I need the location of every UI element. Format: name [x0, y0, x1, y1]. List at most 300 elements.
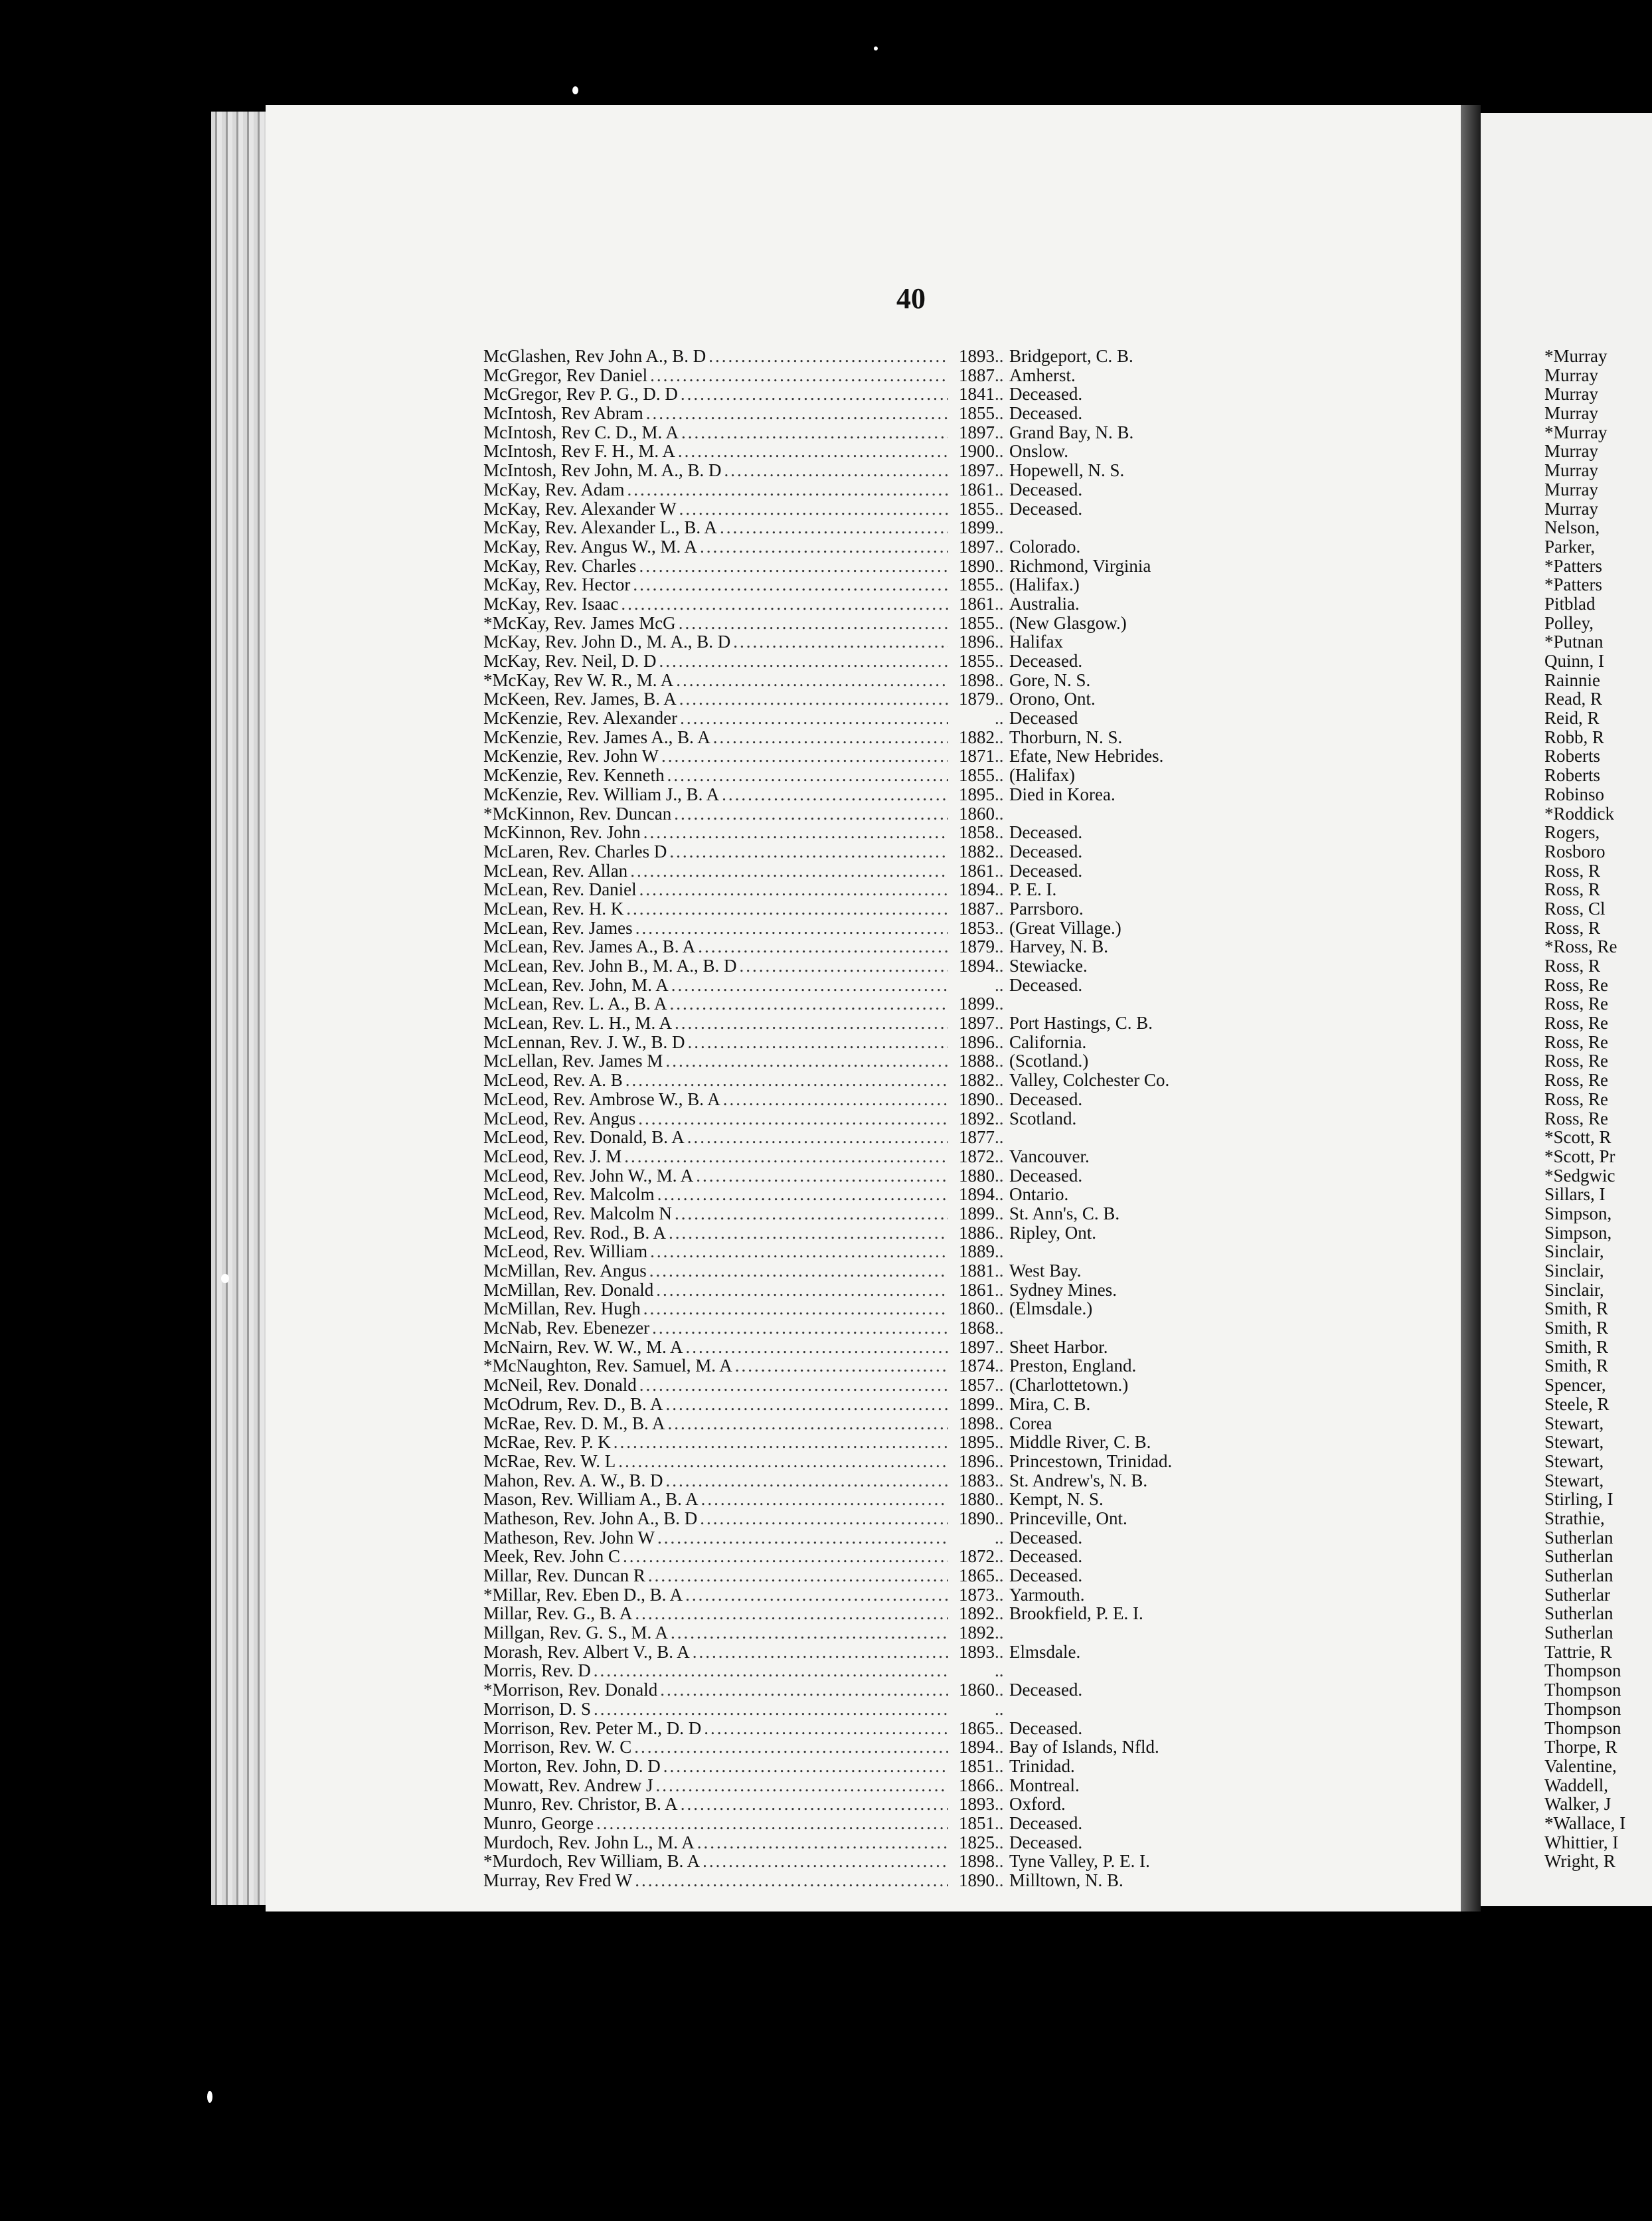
entry-name-cell [483, 747, 948, 766]
entry-info: Preston, England. [1009, 1356, 1137, 1376]
entry-name: *McKinnon, Rev. Duncan [483, 804, 672, 824]
entry-name: McLeod, Rev. Angus [483, 1109, 636, 1128]
entry-separator: .. [995, 1775, 1004, 1795]
right-page-entry: Steele, R [1544, 1393, 1610, 1414]
entry-name-cell [483, 1757, 948, 1776]
entry-year: 1855 [959, 651, 995, 671]
dot-leader [645, 1566, 948, 1585]
right-page-entry: Robinso [1544, 784, 1605, 804]
right-page-entry: Sutherlan [1544, 1565, 1613, 1585]
dot-leader [663, 1395, 949, 1414]
entry-separator: .. [995, 917, 1004, 938]
directory-entry [483, 1166, 1280, 1186]
right-page-entry: Smith, R [1544, 1356, 1609, 1376]
entry-year: 1860 [959, 1680, 995, 1700]
dot-leader [635, 1109, 948, 1128]
entry-name-cell [483, 518, 948, 537]
entry-separator: .. [995, 1508, 1004, 1528]
directory-entry [483, 652, 1280, 671]
directory-entry [483, 766, 1280, 785]
entry-year: 1897 [959, 1013, 995, 1033]
entry-info: Deceased. [1009, 1527, 1083, 1548]
directory-entry [483, 919, 1280, 938]
entry-name: McMillan, Rev. Donald [483, 1280, 654, 1300]
entry-name: Mowatt, Rev. Andrew J [483, 1775, 653, 1795]
entry-year: 1894 [959, 956, 995, 976]
entry-year: 1860 [959, 803, 995, 824]
right-page-entry: Ross, Re [1544, 1070, 1609, 1091]
entry-info: Deceased. [1009, 1718, 1083, 1738]
directory-entry [483, 1014, 1280, 1033]
directory-entry [483, 1471, 1280, 1490]
directory-entry [483, 1871, 1280, 1890]
dot-leader [677, 709, 948, 728]
entry-info: Richmond, Virginia [1009, 555, 1151, 576]
entry-name-cell [483, 766, 948, 785]
entry-name: McKeen, Rev. James, B. A [483, 689, 677, 709]
entry-name: Morash, Rev. Albert V., B. A [483, 1642, 690, 1662]
right-page-entry: Ross, Re [1544, 974, 1609, 995]
entry-name: McKay, Rev. Angus W., M. A [483, 537, 698, 557]
entry-name-cell [483, 1071, 948, 1090]
entry-separator: .. [995, 593, 1004, 614]
entry-name: McLeod, Rev. Ambrose W., B. A [483, 1089, 720, 1109]
entry-info: Amherst. [1009, 365, 1076, 385]
directory-entry [483, 1033, 1280, 1052]
right-page-entry: *Scott, R [1544, 1127, 1611, 1148]
entry-separator: .. [995, 346, 1004, 366]
entry-name: McKay, Rev. Isaac [483, 594, 619, 614]
dot-leader [623, 1071, 948, 1090]
entry-year: 1899 [959, 1203, 995, 1223]
entry-separator: .. [995, 1451, 1004, 1471]
entry-separator: .. [995, 1165, 1004, 1186]
right-page-entry: Sutherlan [1544, 1603, 1613, 1624]
directory-entry [483, 1299, 1280, 1318]
entry-name-cell [483, 1871, 948, 1890]
right-page-entry: Sutherlan [1544, 1546, 1613, 1567]
entry-name-cell [483, 1338, 948, 1357]
entry-name-cell [483, 366, 948, 385]
dot-leader [647, 366, 948, 385]
right-page-entry: Tattrie, R [1544, 1641, 1612, 1662]
entry-name-cell [483, 1737, 948, 1757]
entry-year: 1890 [959, 1089, 995, 1109]
right-page-entry: Sutherlar [1544, 1584, 1610, 1605]
entry-name-cell [483, 1281, 948, 1300]
entry-name-cell [483, 956, 948, 976]
entry-name: McLellan, Rev. James M [483, 1051, 663, 1071]
right-page-entry: Thompson [1544, 1680, 1621, 1700]
right-page-entry: Ross, Cl [1544, 898, 1606, 919]
directory-entry [483, 1795, 1280, 1814]
dot-leader [594, 1814, 948, 1833]
dot-leader [632, 1871, 948, 1890]
entry-info: West Bay. [1009, 1261, 1082, 1281]
entry-separator: .. [995, 1222, 1004, 1243]
entry-year: 1872 [959, 1146, 995, 1166]
entry-separator: .. [995, 498, 1004, 519]
entry-separator: .. [995, 460, 1004, 481]
entry-info: Bridgeport, C. B. [1009, 346, 1133, 366]
directory-entry [483, 1242, 1280, 1261]
directory-entry [483, 366, 1280, 385]
entry-name-cell [483, 1395, 948, 1414]
entry-name-cell [483, 823, 948, 842]
dot-leader [637, 880, 948, 899]
entry-name: Murray, Rev Fred W [483, 1871, 633, 1890]
entry-name-cell [483, 1109, 948, 1128]
entry-separator: .. [995, 669, 1004, 690]
entry-name: Morrison, Rev. Peter M., D. D [483, 1718, 702, 1738]
entry-separator: .. [995, 1318, 1004, 1338]
entry-info: Ontario. [1009, 1184, 1069, 1205]
film-speck [207, 2091, 212, 2103]
entry-separator: .. [995, 727, 1004, 747]
entry-separator: .. [995, 517, 1004, 538]
entry-separator: .. [995, 1336, 1004, 1357]
directory-entry [483, 804, 1280, 824]
entry-name-cell [483, 842, 948, 861]
entry-name: McLean, Rev. John B., M. A., B. D [483, 956, 737, 976]
entry-name-cell [483, 442, 948, 461]
dot-leader [641, 1299, 948, 1318]
entry-info: Australia. [1009, 593, 1080, 614]
entry-year: 1892 [959, 1623, 995, 1643]
directory-entry [483, 1433, 1280, 1452]
right-page-entry: Sinclair, [1544, 1279, 1604, 1300]
entry-name: McOdrum, Rev. D., B. A [483, 1394, 663, 1414]
entry-separator: .. [995, 441, 1004, 462]
directory-entry [483, 1147, 1280, 1166]
entry-info: Sheet Harbor. [1009, 1336, 1108, 1357]
dot-leader [697, 537, 948, 557]
directory-entry [483, 423, 1280, 442]
right-page-entry: Robb, R [1544, 727, 1605, 747]
entry-name-cell [483, 614, 948, 633]
right-page-entry: *Wallace, I [1544, 1813, 1626, 1833]
dot-leader [730, 632, 948, 652]
entry-name: McLean, Rev. Daniel [483, 880, 637, 899]
entry-separator: .. [995, 784, 1004, 804]
entry-name: McNeil, Rev. Donald [483, 1376, 637, 1395]
right-page-entry: Polley, [1544, 612, 1594, 633]
dot-leader [665, 766, 948, 785]
entry-name: McKenzie, Rev. Kenneth [483, 766, 665, 785]
directory-entry [483, 1661, 1280, 1680]
entry-info: Mira, C. B. [1009, 1393, 1091, 1414]
entry-info: St. Ann's, C. B. [1009, 1203, 1120, 1223]
entry-name: Mahon, Rev. A. W., B. D [483, 1470, 663, 1490]
entry-name: McKay, Rev. Adam [483, 480, 625, 499]
right-page-entry: Smith, R [1544, 1336, 1609, 1357]
directory-entry [483, 537, 1280, 557]
dot-leader [672, 1204, 948, 1223]
entry-info: Deceased. [1009, 1546, 1083, 1567]
right-page-entry: Rogers, [1544, 822, 1600, 843]
dot-leader [736, 956, 948, 976]
entry-year: 1855 [959, 403, 995, 424]
entry-year: 1890 [959, 1870, 995, 1890]
directory-entry [483, 480, 1280, 499]
entry-year: 1868 [959, 1318, 995, 1338]
dot-leader [679, 423, 948, 442]
entry-year: 1898 [959, 1413, 995, 1433]
entry-name: Morrison, Rev. W. C [483, 1737, 632, 1757]
entry-year: 1841 [959, 384, 995, 404]
entry-year: 1855 [959, 575, 995, 595]
dot-leader [621, 1147, 948, 1166]
entry-year: 1900 [959, 441, 995, 462]
entry-info: Thorburn, N. S. [1009, 727, 1123, 747]
entry-year: 1894 [959, 1737, 995, 1757]
entry-year: 1894 [959, 1184, 995, 1205]
dot-leader [697, 1509, 948, 1528]
right-page-entry: Sutherlan [1544, 1623, 1613, 1643]
directory-entry [483, 1128, 1280, 1147]
directory-entry [483, 1051, 1280, 1071]
right-page-entry: *Murray [1544, 422, 1608, 442]
directory-entry [483, 1490, 1280, 1509]
entry-separator: .. [995, 1546, 1004, 1567]
entry-name: McLeod, Rev. John W., M. A [483, 1166, 694, 1186]
entry-year: 1861 [959, 593, 995, 614]
dot-leader [663, 1471, 948, 1490]
right-page-entry: Ross, Re [1544, 994, 1609, 1014]
entry-info: Deceased. [1009, 1680, 1083, 1700]
entry-name-cell [483, 1090, 948, 1109]
right-page-entry: Simpson, [1544, 1222, 1612, 1243]
right-page-entry: *Ross, Re [1544, 936, 1617, 957]
entry-name: McKenzie, Rev. James A., B. A [483, 727, 710, 747]
entry-info: P. E. I. [1009, 879, 1057, 900]
entry-separator: .. [995, 1641, 1004, 1662]
entry-info: Valley, Colchester Co. [1009, 1070, 1170, 1091]
directory-entry [483, 671, 1280, 690]
directory-entry [483, 1261, 1280, 1281]
entry-name-cell [483, 537, 948, 557]
entry-separator: .. [995, 1755, 1004, 1776]
dot-leader [632, 1604, 948, 1623]
right-page-entry: Ross, Re [1544, 1031, 1609, 1052]
dot-leader [657, 1680, 948, 1700]
entry-separator: .. [995, 1489, 1004, 1510]
entry-name: Millgan, Rev. G. S., M. A [483, 1623, 669, 1643]
dot-leader [677, 499, 948, 519]
entry-name-cell [483, 1604, 948, 1623]
entry-separator: .. [995, 575, 1004, 595]
dot-leader [630, 575, 948, 594]
entry-year: 1888 [959, 1051, 995, 1071]
entry-separator: .. [995, 1794, 1004, 1815]
entry-info: Sydney Mines. [1009, 1279, 1117, 1300]
entry-name: Murdoch, Rev. John L., M. A [483, 1832, 695, 1852]
entry-name-cell [483, 347, 948, 366]
entry-separator: .. [995, 612, 1004, 633]
entry-separator: .. [995, 632, 1004, 652]
right-page-entry-list [1544, 347, 1652, 1871]
entry-separator: .. [995, 1298, 1004, 1319]
entry-info: Deceased. [1009, 1565, 1083, 1585]
entry-info: Deceased. [1009, 498, 1083, 519]
entry-separator: .. [995, 1203, 1004, 1223]
dot-leader [624, 480, 948, 499]
dot-leader [671, 804, 948, 824]
entry-name: McRae, Rev. D. M., B. A [483, 1413, 665, 1433]
entry-separator: .. [995, 536, 1004, 557]
dot-leader [636, 557, 948, 576]
directory-entry [483, 956, 1280, 976]
dot-leader [641, 823, 948, 842]
directory-entry [483, 1414, 1280, 1433]
entry-list [483, 347, 1280, 1890]
right-page-entry: *Murray [1544, 346, 1608, 366]
entry-name-cell [483, 861, 948, 881]
right-page-entry: Thompson [1544, 1660, 1621, 1681]
entry-name-cell [483, 499, 948, 519]
entry-year: 1890 [959, 555, 995, 576]
entry-year: 1892 [959, 1108, 995, 1128]
entry-separator: .. [995, 1413, 1004, 1433]
right-page-entry: *Scott, Pr [1544, 1146, 1615, 1166]
entry-name: *Millar, Rev. Eben D., B. A [483, 1585, 683, 1605]
entry-name: Millar, Rev. G., B. A [483, 1604, 633, 1624]
entry-separator: .. [995, 1089, 1004, 1109]
entry-name-cell [483, 689, 948, 709]
entry-name-cell [483, 1585, 948, 1605]
entry-name: McKay, Rev. Alexander W [483, 499, 677, 519]
entry-name: Meek, Rev. John C [483, 1547, 620, 1567]
directory-entry [483, 1604, 1280, 1623]
entry-year: 1861 [959, 1279, 995, 1300]
entry-separator: .. [995, 479, 1004, 499]
entry-name: Munro, George [483, 1813, 594, 1833]
entry-name: McLean, Rev. H. K [483, 899, 624, 919]
directory-entry [483, 728, 1280, 747]
entry-name: McLeod, Rev. Malcolm N [483, 1203, 672, 1223]
entry-separator: .. [995, 1737, 1004, 1757]
dot-leader [700, 1852, 948, 1871]
entry-separator: .. [995, 1680, 1004, 1700]
entry-info: (Charlottetown.) [1009, 1375, 1129, 1395]
entry-separator: .. [995, 765, 1004, 786]
entry-info: Deceased. [1009, 974, 1083, 995]
dot-leader [627, 861, 948, 881]
entry-separator: .. [995, 689, 1004, 709]
entry-name-cell [483, 1299, 948, 1318]
directory-entry [483, 842, 1280, 861]
dot-leader [620, 1547, 948, 1566]
entry-name-cell [483, 1833, 948, 1852]
directory-entry [483, 976, 1280, 995]
entry-year: 1873 [959, 1584, 995, 1605]
entry-year: 1871 [959, 746, 995, 766]
entry-year: 1879 [959, 936, 995, 957]
entry-name-cell [483, 1776, 948, 1795]
right-page-entry: Pitblad [1544, 593, 1596, 614]
entry-separator: .. [995, 1184, 1004, 1205]
entry-year: 1825 [959, 1832, 995, 1852]
dot-leader [655, 1185, 948, 1204]
entry-name: McLean, Rev. L. H., M. A [483, 1014, 672, 1033]
entry-separator: .. [995, 1718, 1004, 1738]
entry-info: Scotland. [1009, 1108, 1077, 1128]
entry-info: Deceased. [1009, 479, 1083, 499]
dot-leader [647, 1242, 948, 1261]
entry-separator: .. [995, 974, 1004, 995]
entry-name-cell [483, 461, 948, 480]
entry-year: 1890 [959, 1508, 995, 1528]
dot-leader [633, 919, 948, 938]
book-gutter [1461, 105, 1481, 1911]
entry-info: Princeville, Ont. [1009, 1508, 1127, 1528]
right-page-entry: Murray [1544, 498, 1598, 519]
entry-name: McGlashen, Rev John A., B. D [483, 347, 706, 366]
right-page-entry: Valentine, [1544, 1755, 1617, 1776]
dot-leader [649, 1318, 948, 1338]
right-page-entry: Murray [1544, 384, 1598, 404]
entry-separator: .. [995, 422, 1004, 442]
entry-separator: .. [995, 1432, 1004, 1453]
entry-year: 1899 [959, 1393, 995, 1414]
entry-separator: .. [995, 1013, 1004, 1033]
entry-year: 1880 [959, 1489, 995, 1510]
entry-info: Trinidad. [1009, 1755, 1075, 1776]
entry-name: McLean, Rev. James [483, 918, 633, 938]
entry-info: California. [1009, 1031, 1087, 1052]
entry-name: McLean, Rev. James A., B. A [483, 937, 696, 957]
entry-name-cell [483, 652, 948, 671]
entry-name-cell [483, 1623, 948, 1643]
entry-year: 1886 [959, 1222, 995, 1243]
entry-name: McLeod, Rev. A. B [483, 1071, 623, 1090]
entry-year: 1899 [959, 994, 995, 1014]
right-page-entry: *Patters [1544, 575, 1602, 595]
dot-leader [710, 728, 948, 747]
entry-separator: .. [995, 1623, 1004, 1643]
entry-year: 1865 [959, 1565, 995, 1585]
entry-year: 1893 [959, 1641, 995, 1662]
dot-leader [663, 1051, 948, 1071]
directory-entry [483, 461, 1280, 480]
entry-name-cell [483, 937, 948, 956]
entry-separator: .. [995, 860, 1004, 881]
entry-info: Deceased. [1009, 841, 1083, 861]
entry-info: Deceased. [1009, 651, 1083, 671]
entry-name: *Morrison, Rev. Donald [483, 1680, 658, 1700]
right-page-entry: Stewart, [1544, 1451, 1604, 1471]
entry-name: McKay, Rev. Hector [483, 575, 631, 594]
entry-name: McKay, Rev. Charles [483, 556, 637, 576]
right-page-entry: Nelson, [1544, 517, 1600, 538]
entry-year: 1893 [959, 346, 995, 366]
right-page-entry: Thorpe, R [1544, 1737, 1617, 1757]
entry-info: Deceased. [1009, 1089, 1083, 1109]
entry-separator: .. [995, 1527, 1004, 1548]
directory-entry [483, 347, 1280, 366]
entry-separator: .. [995, 803, 1004, 824]
right-page-entry: Rainnie [1544, 669, 1600, 690]
directory-entry [483, 1318, 1280, 1338]
entry-name-cell [483, 919, 948, 938]
right-page-entry: Simpson, [1544, 1203, 1612, 1223]
right-page-entry: Ross, Re [1544, 1051, 1609, 1071]
entry-year: 1892 [959, 1603, 995, 1624]
right-page-entry: Ross, Re [1544, 1013, 1609, 1033]
entry-name: McRae, Rev. P. K [483, 1433, 611, 1452]
right-page-entry: Stewart, [1544, 1470, 1604, 1490]
entry-name-cell [483, 1433, 948, 1452]
